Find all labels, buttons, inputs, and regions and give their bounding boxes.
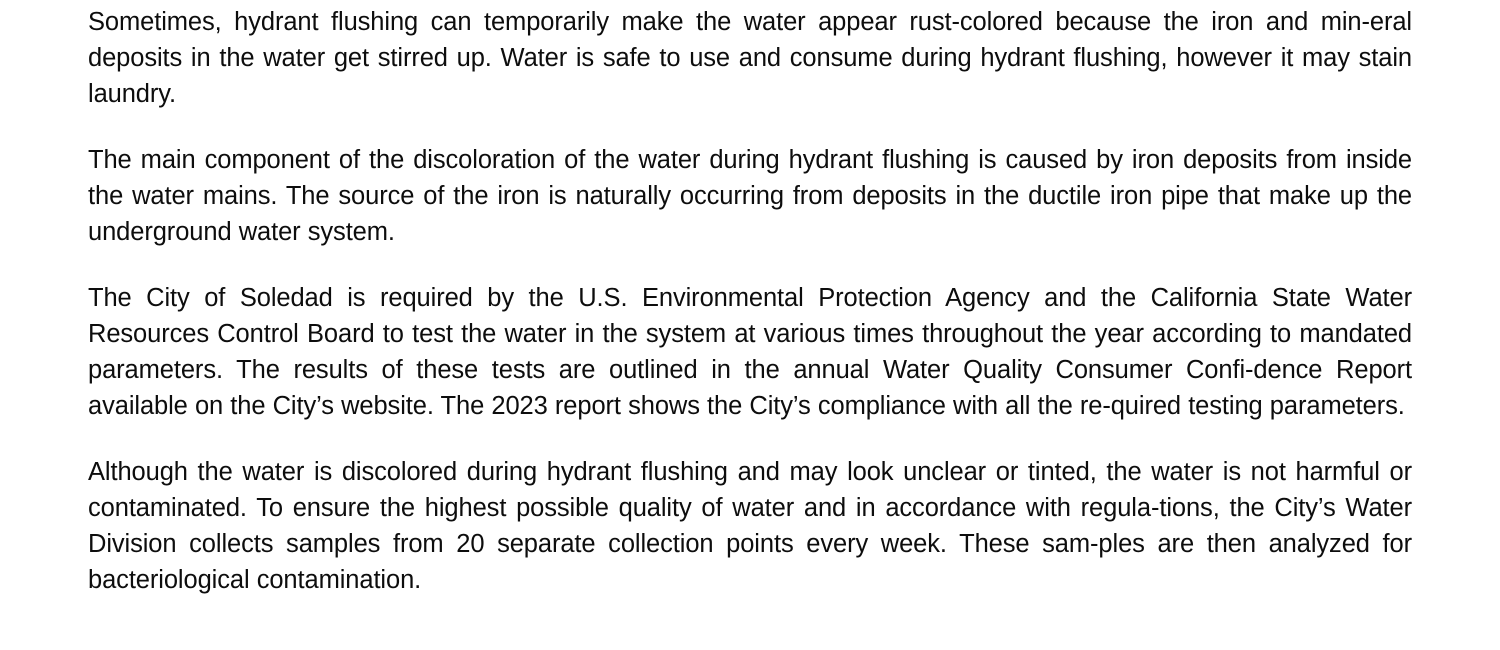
- document-body: [88, 0, 1412, 598]
- paragraph-water-safety-sampling: Although the water is discolored during hydrant flushing and may look unclear or tinted, the water is not harmful or contaminated. To ensure the highest possible quality of water and in accordance with regula-tions, the City’s Water Division collects samples from 20 separate collection points every week. These sam-ples are then analyzed for bacteriological contamination.: [88, 458, 1412, 594]
- paragraph-iron-deposits-source: The main component of the discoloration of the water during hydrant flushing is caused by iron deposits from inside the water mains. The source of the iron is naturally occurring from deposits in the ductile iron pipe that make up the underground water system.: [88, 146, 1412, 246]
- paragraph-hydrant-flushing-rust-color: Sometimes, hydrant flushing can temporarily make the water appear rust-colored because the iron and min-eral deposits in the water get stirred up. Water is safe to use and consume during hydrant flushing, however it may stain laundry.: [88, 8, 1412, 108]
- paragraph-testing-requirements: The City of Soledad is required by the U.S. Environmental Protection Agency and the California State Water Resources Control Board to test the water in the system at various times throughout the year according to mandated parameters. The results of these tests are outlined in the annual Water Quality Consumer Confi-dence Report available on the City’s website. The 2023 report shows the City’s compliance with all the re-quired testing parameters.: [88, 284, 1412, 420]
